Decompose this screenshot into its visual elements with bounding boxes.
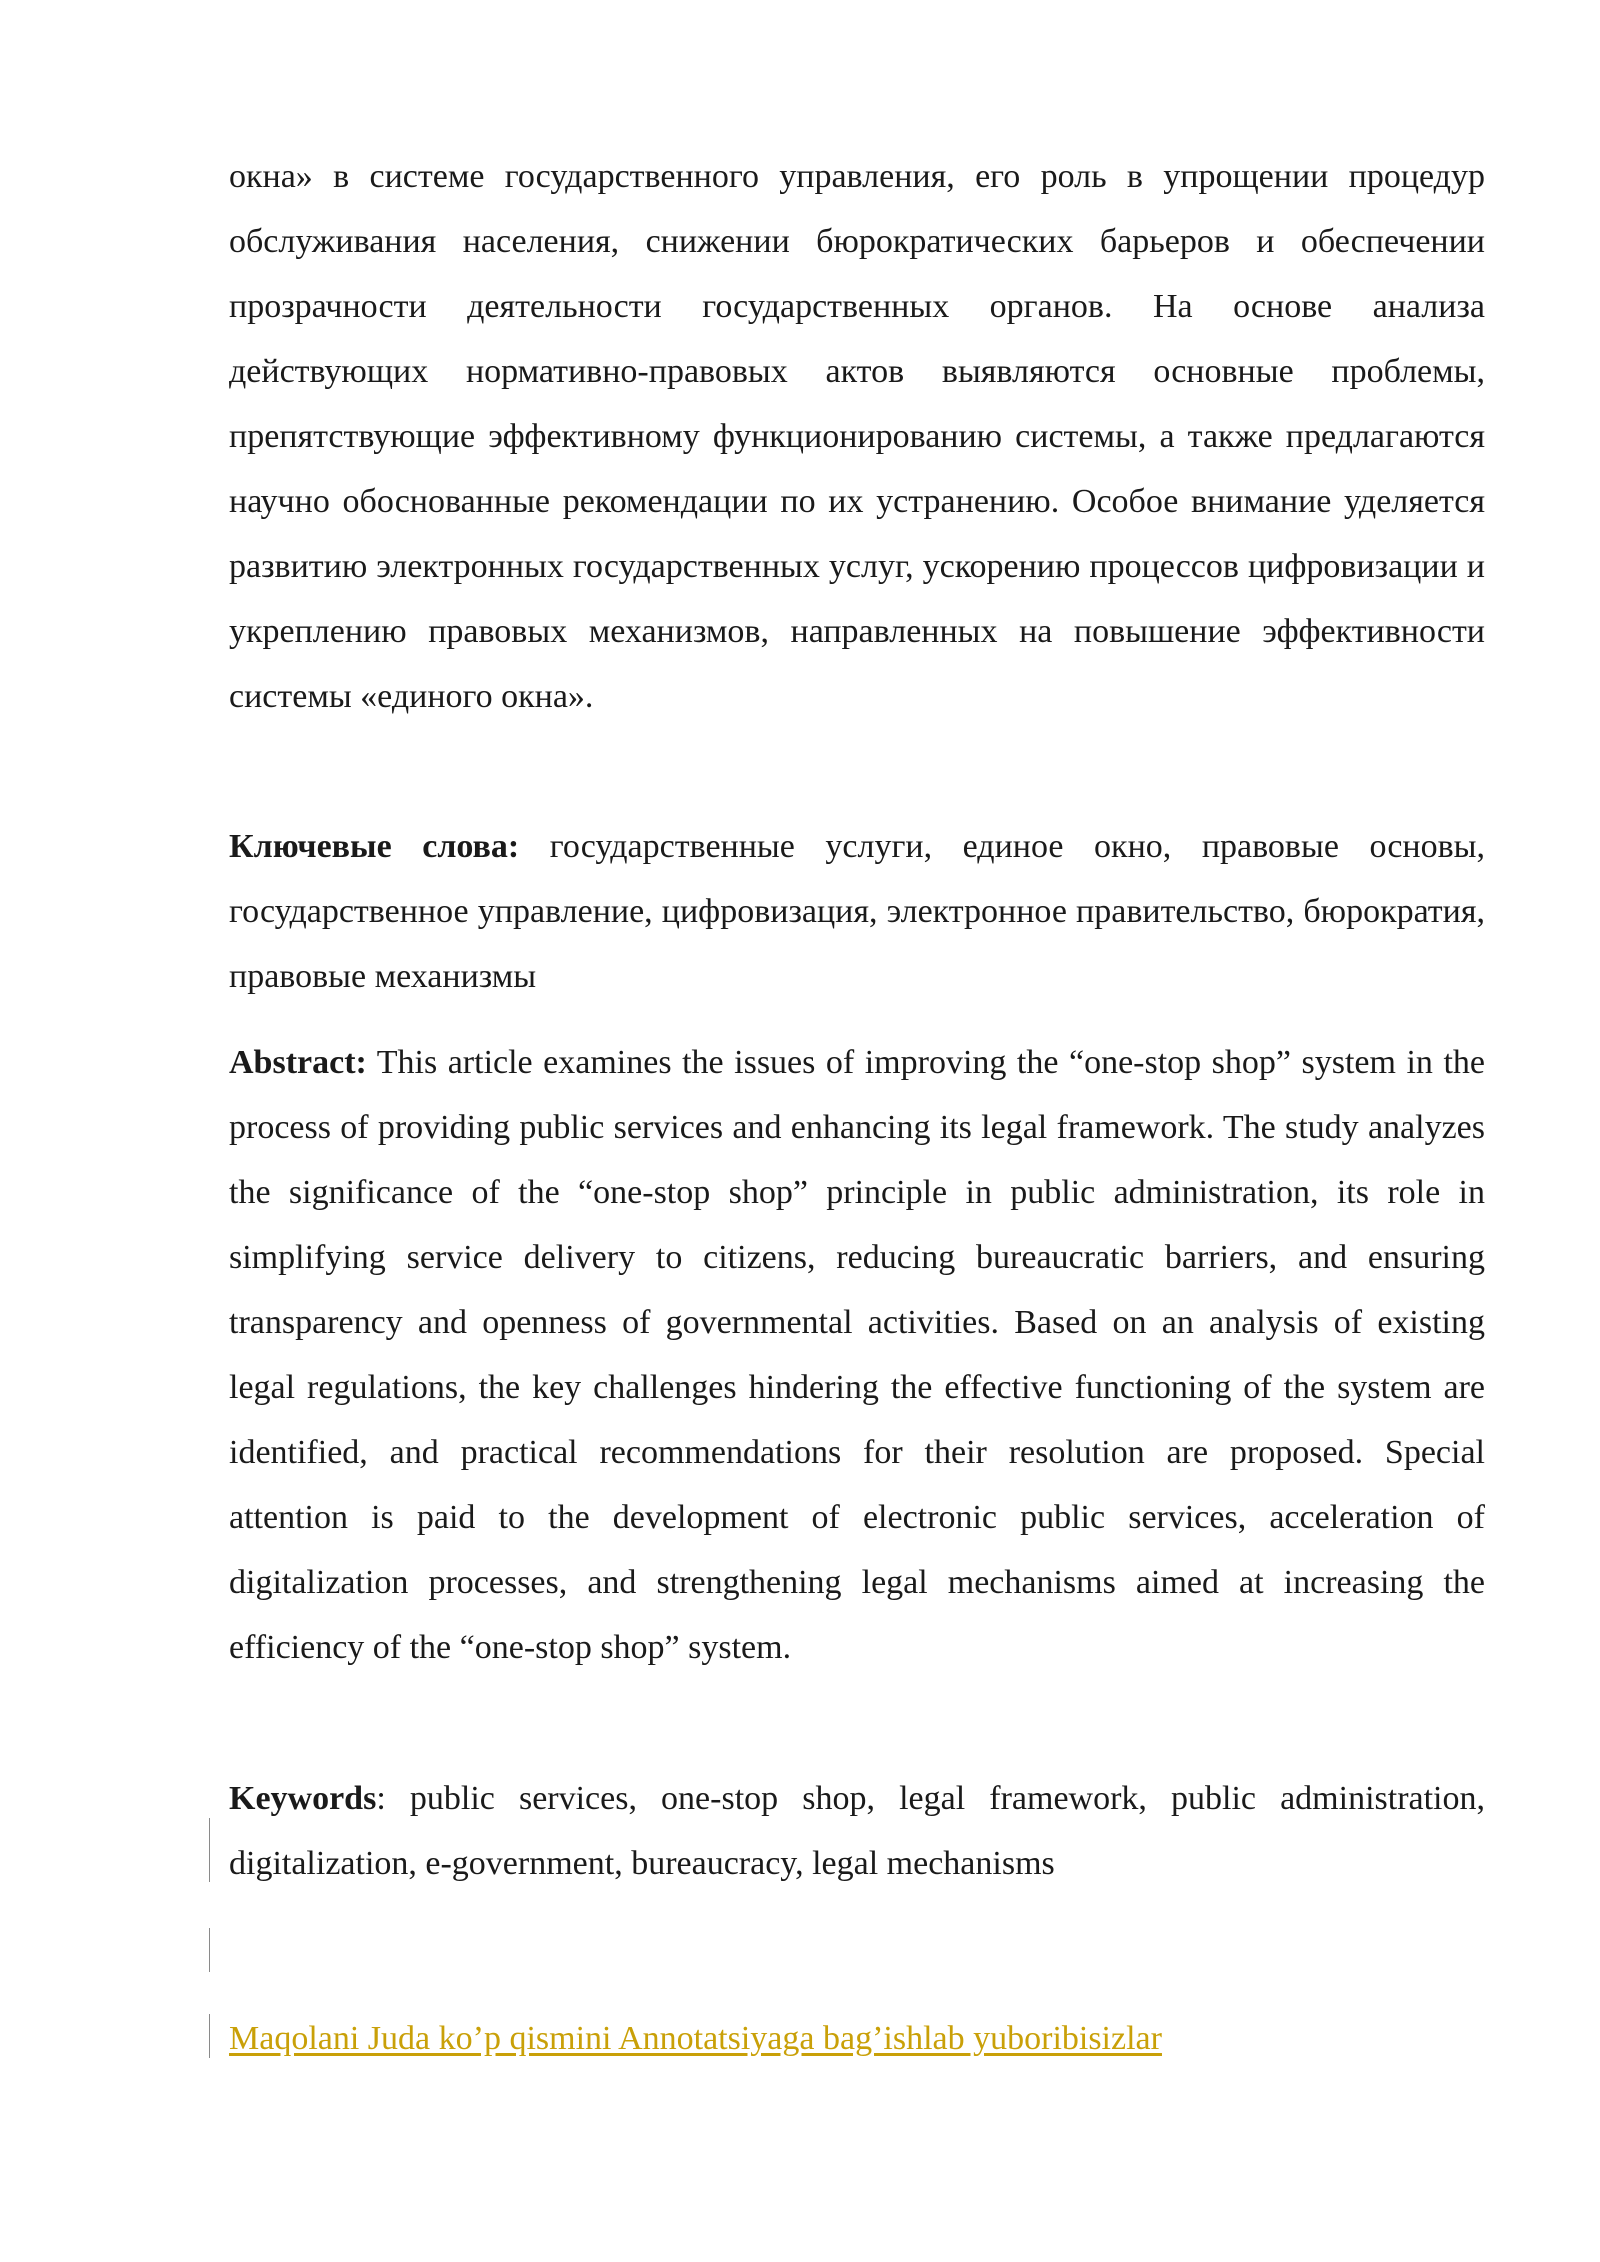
keywords-en-text: : public services, one-stop shop, legal framework, public administration, digitalization, e-government, bureaucracy, legal mechanisms	[229, 1780, 1485, 1882]
abstract-en-label: Abstract:	[229, 1044, 367, 1081]
abstract-ru-paragraph: окна» в системе государственного управления, его роль в упрощении процедур обслуживания населения, снижении бюрократических барьеров и обеспечении прозрачности деятельности государственных органов. На основе анализа действующих нормативно-правовых актов выявляются основные проблемы, препятствующие эффективному функционированию системы, а также предлагаются научно обоснованные рекомендации по их устранению. Особое внимание уделяется развитию электронных государственных услуг, ускорению процессов цифровизации и укреплению правовых механизмов, направленных на повышение эффективности системы «единого окна».	[229, 158, 1485, 715]
abstract-en-text: This article examines the issues of improving the “one-stop shop” system in the process of providing public services and enhancing its legal framework. The study analyzes the significance of the “one-stop shop” principle in public administration, its role in simplifying service delivery to citizens, reducing bureaucratic barriers, and ensuring transparency and openness of governmental activities. Based on an analysis of existing legal regulations, the key challenges hindering the effective functioning of the system are identified, and practical recommendations for their resolution are proposed. Special attention is paid to the development of electronic public services, acceleration of digitalization processes, and strengthening legal mechanisms aimed at increasing the efficiency of the “one-stop shop” system.	[229, 1044, 1485, 1666]
keywords-ru-label: Ключевые слова:	[229, 828, 520, 865]
comment-marker-line	[209, 2014, 210, 2058]
keywords-ru-text: государственные услуги, единое окно, правовые основы, государственное управление, цифровизация, электронное правительство, бюрократия, правовые механизмы	[229, 828, 1486, 995]
abstract-en-paragraph	[229, 1030, 1485, 1680]
keywords-ru-paragraph	[229, 814, 1485, 1009]
keywords-en-paragraph	[229, 1766, 1485, 1896]
reviewer-note-link[interactable]: Maqolani Juda ko’p qismini Annotatsiyaga bag’ishlab yuboribisizlar	[229, 2020, 1162, 2057]
comment-marker-line	[209, 1818, 210, 1882]
comment-marker-line	[209, 1928, 210, 1972]
keywords-en-label: Keywords	[229, 1780, 377, 1817]
